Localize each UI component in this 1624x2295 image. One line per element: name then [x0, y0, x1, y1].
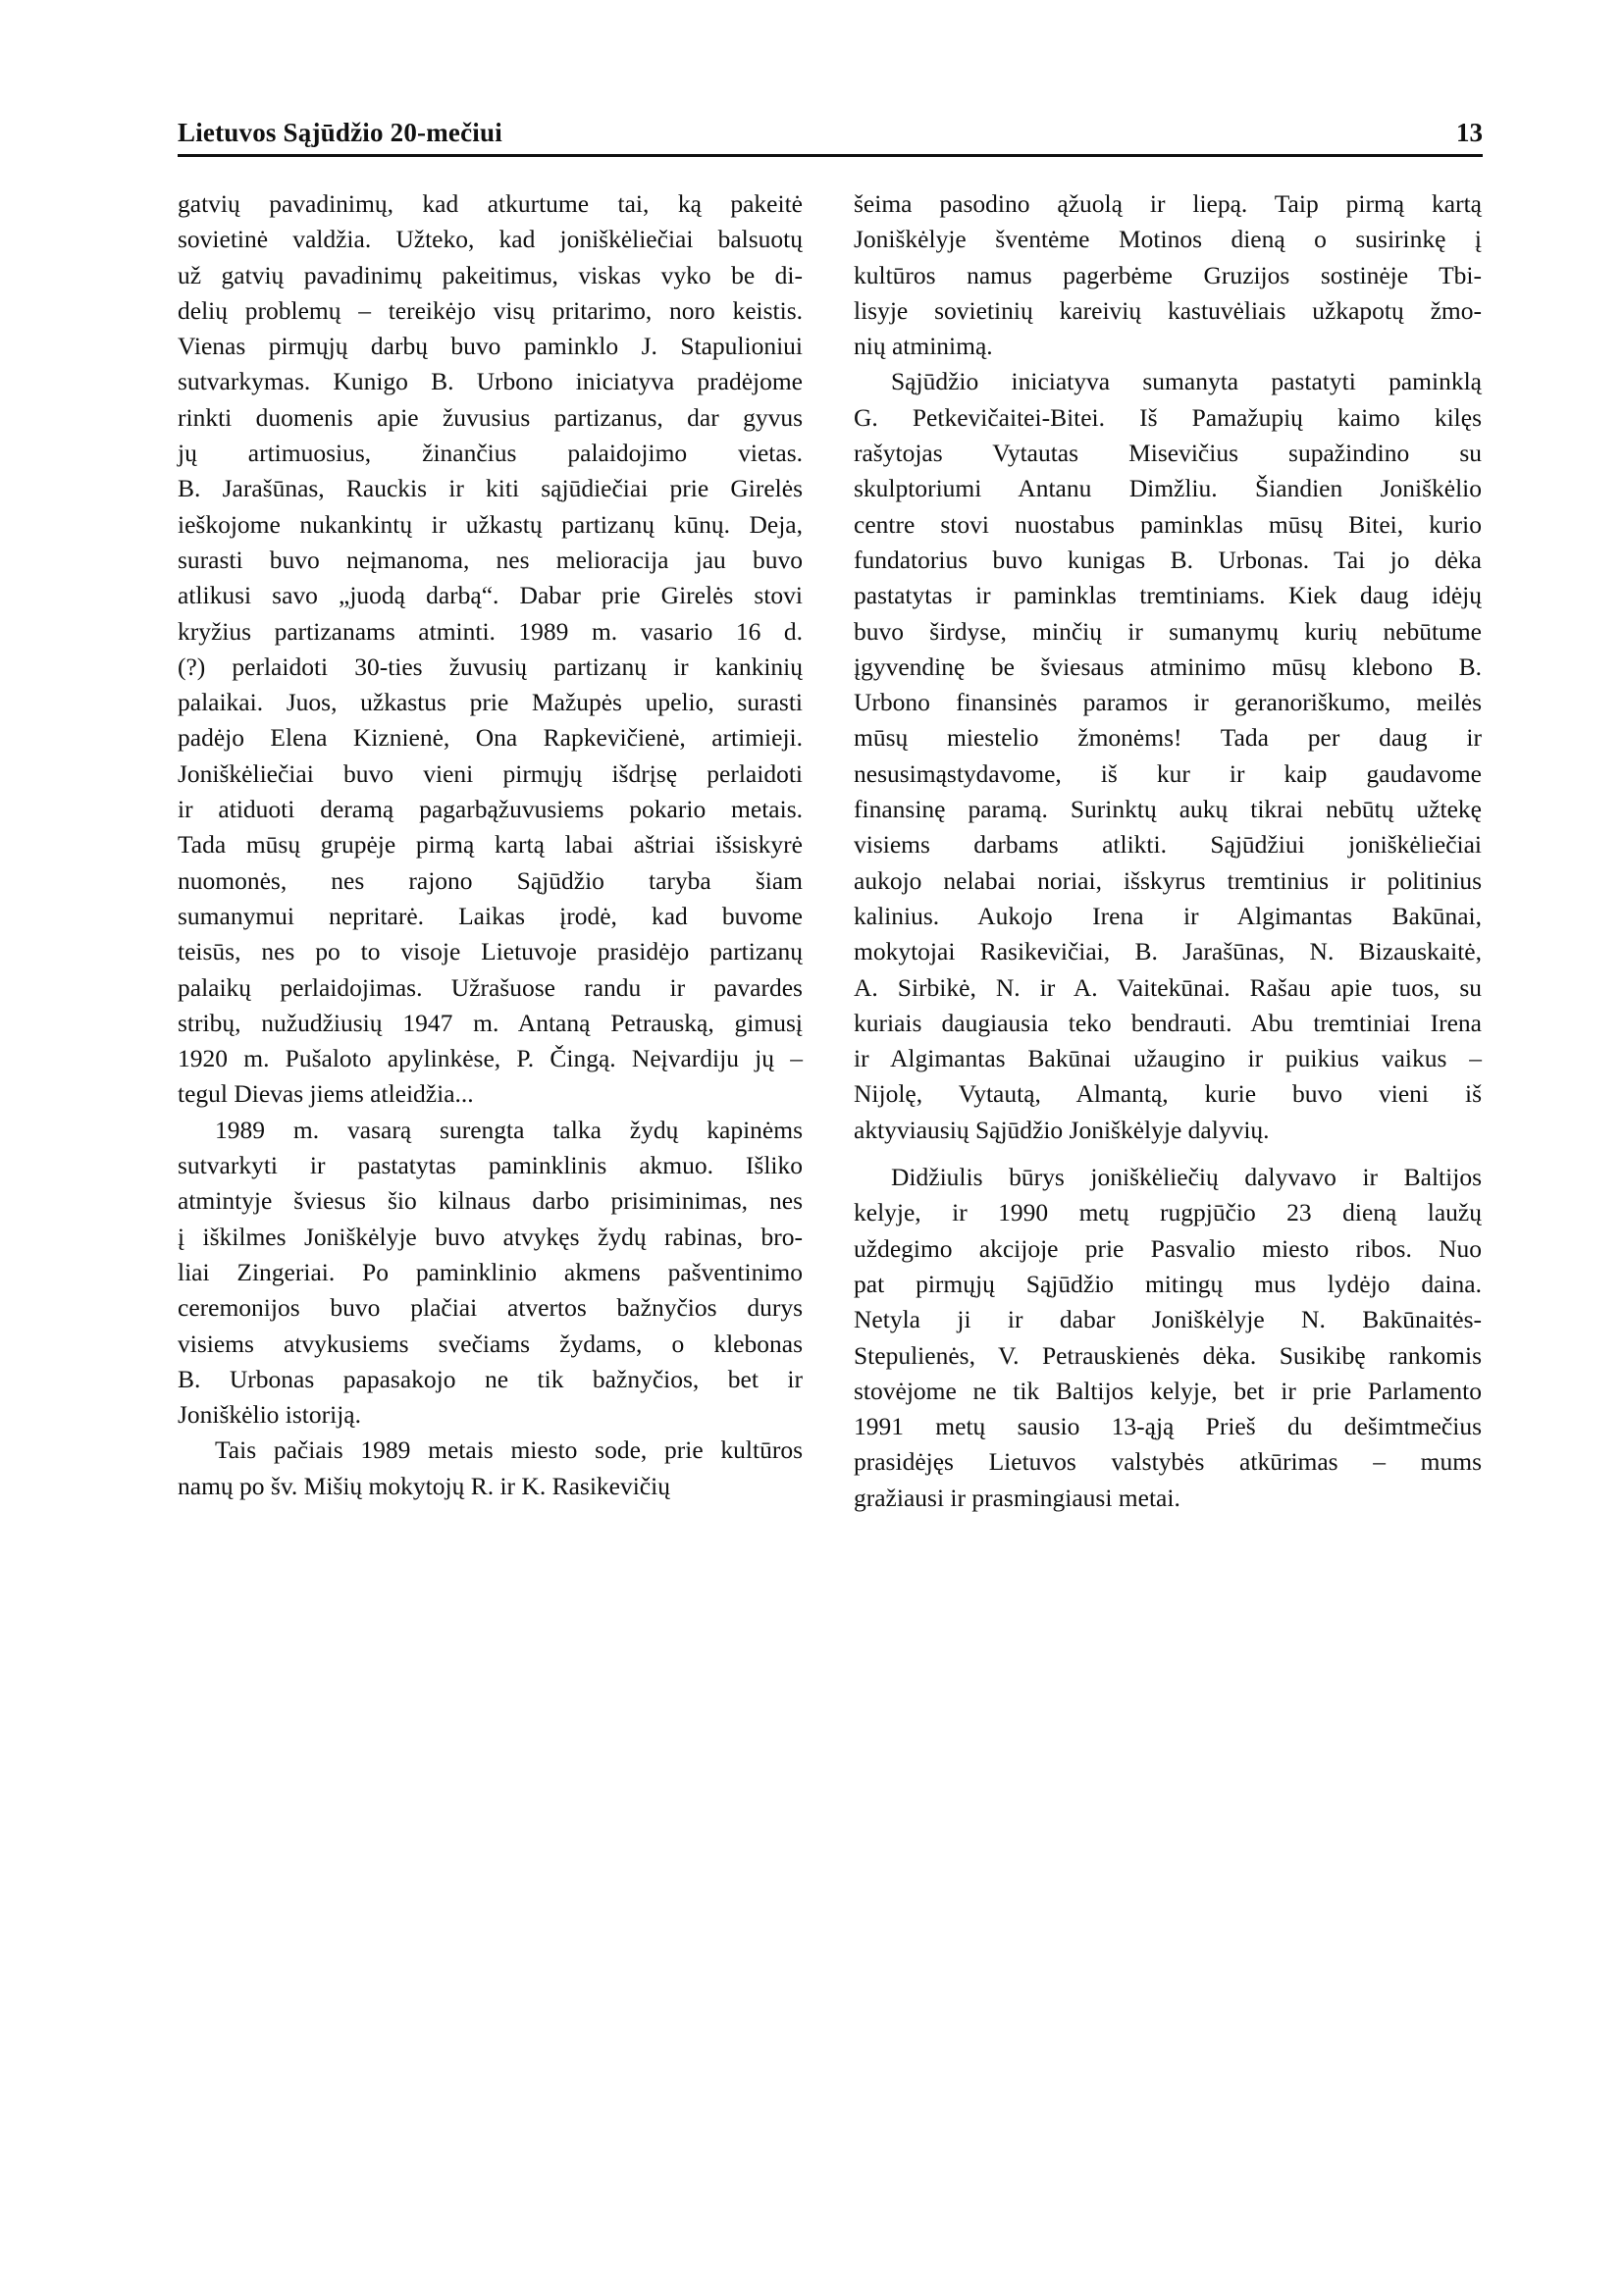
text-line: šeima pasodino ąžuolą ir liepą. Taip pirmą kartą [854, 189, 1482, 218]
text-line: buvo širdyse, minčių ir sumanymų kurių nebūtume [854, 616, 1482, 646]
page-number: 13 [1456, 118, 1483, 147]
text-line: atlikusi savo „juodą darbą“. Dabar prie Girelės stovi [178, 581, 803, 610]
text-line: nuomonės, nes rajono Sąjūdžio taryba šiam [178, 865, 803, 895]
text-line: kryžius partizanams atminti. 1989 m. vasario 16 d. [178, 616, 803, 646]
text-line: ir atiduoti deramą pagarbąžuvusiems pokario metais. [178, 795, 803, 824]
text-line: sovietinė valdžia. Užteko, kad joniškėliečiai balsuotų [178, 225, 803, 254]
text-line: nesusimąstydavome, iš kur ir kaip gaudavome [854, 758, 1482, 788]
text-line: ieškojome nukankintų ir užkastų partizanų kūnų. Deja, [178, 509, 803, 539]
text-line: mokytojai Rasikevičiai, B. Jarašūnas, N. Bizauskaitė, [854, 937, 1482, 966]
text-line: G. Petkevičaitei-Bitei. Iš Pamažupių kaimo kilęs [854, 402, 1482, 432]
text-line: stribų, nužudžiusių 1947 m. Antaną Petrauską, gimusį [178, 1008, 803, 1037]
text-line: aktyviausių Sąjūdžio Joniškėlyje dalyvių. [854, 1115, 1270, 1144]
text-line: delių problemų – tereikėjo visų pritarimo, noro keistis. [178, 295, 803, 325]
text-line: stovėjome ne tik Baltijos kelyje, bet ir prie Parlamento [854, 1376, 1482, 1405]
text-line: A. Sirbikė, N. ir A. Vaitekūnai. Rašau apie tuos, su [854, 972, 1482, 1002]
text-line: skulptoriumi Antanu Dimžliu. Šiandien Joniškėlio [854, 474, 1482, 503]
text-line: Tada mūsų grupėje pirmą kartą labai aštriai išsiskyrė [178, 830, 803, 860]
text-line: Joniškėlio istoriją. [178, 1400, 361, 1430]
text-line: ir Algimantas Bakūnai užaugino ir puikius vaikus – [854, 1044, 1482, 1073]
text-line: jų artimuosius, žinančius palaidojimo vietas. [178, 439, 803, 468]
text-line: Tais pačiais 1989 metais miesto sode, prie kultūros [215, 1435, 803, 1465]
text-line: 1920 m. Pušaloto apylinkėse, P. Čingą. Neįvardiju jų – [178, 1044, 803, 1073]
text-line: kultūros namus pagerbėme Gruzijos sostinėje Tbi- [854, 260, 1482, 289]
text-line: Stepulienės, V. Petrauskienės dėka. Susikibę rankomis [854, 1340, 1482, 1370]
text-line: prasidėjęs Lietuvos valstybės atkūrimas – mums [854, 1447, 1482, 1477]
paragraph [854, 364, 1482, 1148]
text-line: 1989 m. vasarą surengta talka žydų kapinėms [215, 1115, 803, 1144]
text-line: ceremonijos buvo plačiai atvertos bažnyčios durys [178, 1293, 803, 1323]
text-line: padėjo Elena Kiznienė, Ona Rapkevičienė, artimieji. [178, 723, 803, 753]
text-line: B. Urbonas papasakojo ne tik bažnyčios, bet ir [178, 1364, 803, 1393]
text-line: kuriais daugiausia teko bendrauti. Abu tremtiniai Irena [854, 1008, 1482, 1037]
text-line: sutvarkyti ir pastatytas paminklinis akmuo. Išliko [178, 1151, 803, 1180]
text-line: aukojo nelabai noriai, išskyrus tremtinius ir politinius [854, 865, 1482, 895]
text-line: visiems darbams atlikti. Sąjūdžiui joniškėliečiai [854, 830, 1482, 860]
header-rule [178, 154, 1483, 157]
text-line: Didžiulis būrys joniškėliečių dalyvavo ir Baltijos [891, 1163, 1482, 1192]
text-line: surasti buvo neįmanoma, nes melioracija jau buvo [178, 545, 803, 574]
text-line: centre stovi nuostabus paminklas mūsų Bitei, kurio [854, 509, 1482, 539]
text-line: nių atminimą. [854, 332, 993, 361]
text-line: gatvių pavadinimų, kad atkurtume tai, ką pakeitė [178, 189, 803, 218]
text-line: Joniškėliečiai buvo vieni pirmųjų išdrįsę perlaidoti [178, 758, 803, 788]
text-line: Vienas pirmųjų darbų buvo paminklo J. Stapulioniui [178, 332, 803, 361]
text-line: mūsų miestelio žmonėms! Tada per daug ir [854, 723, 1482, 753]
text-line: namų po šv. Mišių mokytojų R. ir K. Rasikevičių [178, 1471, 670, 1500]
text-line: uždegimo akcijoje prie Pasvalio miesto ribos. Nuo [854, 1233, 1482, 1263]
text-line: B. Jarašūnas, Rauckis ir kiti sąjūdiečiai prie Girelės [178, 474, 803, 503]
paragraph [178, 1113, 803, 1434]
text-line: sutvarkymas. Kunigo B. Urbono iniciatyva pradėjome [178, 367, 803, 396]
text-line: fundatorius buvo kunigas B. Urbonas. Tai jo dėka [854, 545, 1482, 574]
text-line: pastatytas ir paminklas tremtiniams. Kiek daug idėjų [854, 581, 1482, 610]
paragraph [854, 1160, 1482, 1516]
text-line: įgyvendinę be šviesaus atminimo mūsų klebono B. [854, 652, 1482, 681]
paragraph [854, 186, 1482, 364]
running-header [178, 116, 1483, 155]
left-column [178, 186, 803, 1504]
text-line: Netyla ji ir dabar Joniškėlyje N. Bakūnaitės- [854, 1305, 1482, 1334]
text-line: finansinę paramą. Surinktų aukų tikrai nebūtų užtekę [854, 795, 1482, 824]
text-line: tegul Dievas jiems atleidžia... [178, 1079, 474, 1109]
text-line: Nijolę, Vytautą, Almantą, kurie buvo vieni iš [854, 1079, 1482, 1109]
text-line: rinkti duomenis apie žuvusius partizanus, dar gyvus [178, 402, 803, 432]
text-line: Sąjūdžio iniciatyva sumanyta pastatyti paminklą [891, 367, 1482, 396]
text-line: Urbono finansinės paramos ir geranoriškumo, meilės [854, 688, 1482, 717]
paragraph-gap [854, 1148, 1482, 1160]
text-line: liai Zingeriai. Po paminklinio akmens pašventinimo [178, 1257, 803, 1286]
text-line: kalinius. Aukojo Irena ir Algimantas Bakūnai, [854, 901, 1482, 930]
text-line: pat pirmųjų Sąjūdžio mitingų mus lydėjo daina. [854, 1269, 1482, 1298]
text-line: (?) perlaidoti 30-ties žuvusių partizanų ir kankinių [178, 652, 803, 681]
text-line: 1991 metų sausio 13-ąją Prieš du dešimtmečius [854, 1412, 1482, 1441]
text-line: kelyje, ir 1990 metų rugpjūčio 23 dieną laužų [854, 1198, 1482, 1227]
text-line: lisyje sovietinių kareivių kastuvėliais užkapotų žmo- [854, 295, 1482, 325]
text-line: į iškilmes Joniškėlyje buvo atvykęs žydų rabinas, bro- [178, 1222, 803, 1251]
right-column [854, 186, 1482, 1516]
text-line: sumanymui nepritarė. Laikas įrodė, kad buvome [178, 901, 803, 930]
text-line: rašytojas Vytautas Misevičius supažindino su [854, 439, 1482, 468]
text-line: Joniškėlyje šventėme Motinos dieną o susirinkę į [854, 225, 1482, 254]
paragraph [178, 1433, 803, 1504]
paragraph [178, 186, 803, 1113]
text-line: už gatvių pavadinimų pakeitimus, viskas vyko be di- [178, 260, 803, 289]
running-header-title: Lietuvos Sąjūdžio 20-mečiui [178, 118, 502, 147]
text-line: palaikai. Juos, užkastus prie Mažupės upelio, surasti [178, 688, 803, 717]
text-line: atmintyje šviesus šio kilnaus darbo prisiminimas, nes [178, 1186, 803, 1216]
text-line: palaikų perlaidojimas. Užrašuose randu ir pavardes [178, 972, 803, 1002]
text-line: teisūs, nes po to visoje Lietuvoje prasidėjo partizanų [178, 937, 803, 966]
text-line: gražiausi ir prasmingiausi metai. [854, 1483, 1180, 1512]
text-line: visiems atvykusiems svečiams žydams, o klebonas [178, 1329, 803, 1358]
